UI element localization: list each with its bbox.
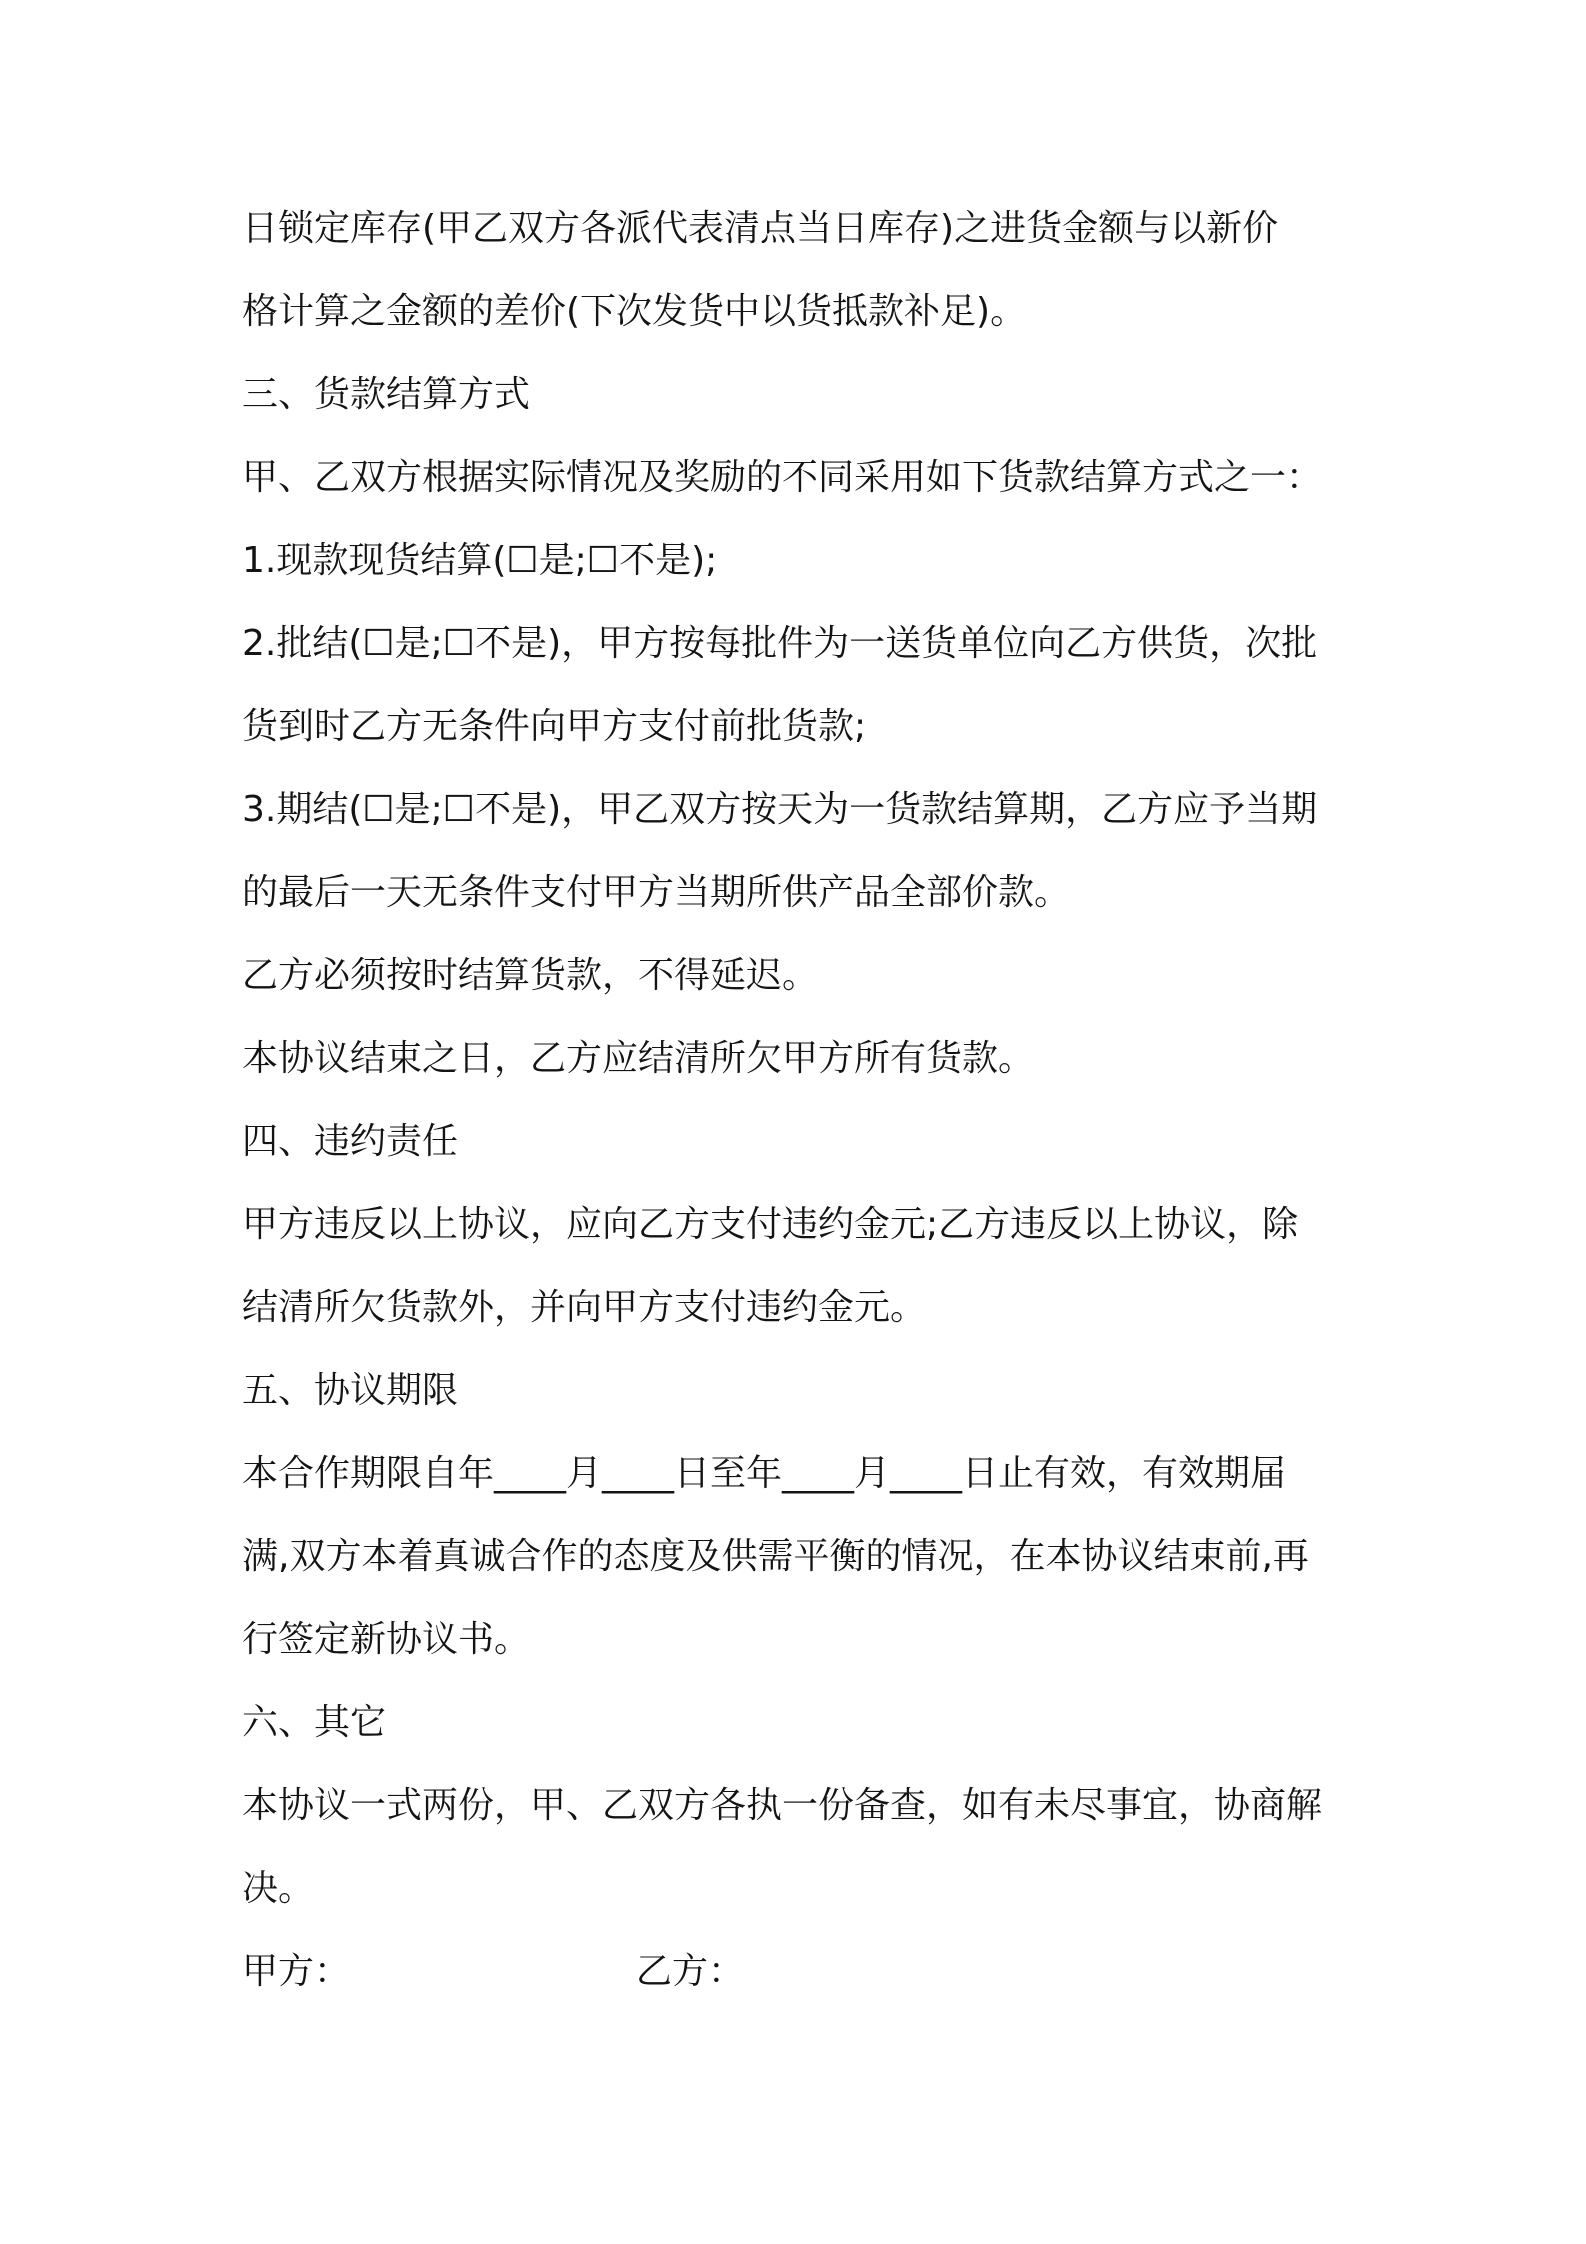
text-line: 格计算之金额的差价(下次发货中以货抵款补足)。 — [242, 291, 1027, 332]
text-line: 3.期结(☐是;☐不是)，甲乙双方按天为一货款结算期，乙方应予当期 — [242, 789, 1318, 830]
text-line: 甲方违反以上协议，应向乙方支付违约金元;乙方违反以上协议，除 — [242, 1204, 1299, 1245]
text-line: 结清所欠货款外，并向甲方支付违约金元。 — [242, 1287, 927, 1328]
text-line: 决。 — [242, 1868, 315, 1909]
text-line: 本合作期限自年____月____日至年____月____日止有效，有效期届 — [242, 1453, 1287, 1494]
text-line: 乙方必须按时结算货款，不得延迟。 — [242, 955, 819, 996]
section-heading: 六、其它 — [242, 1702, 387, 1743]
text-line: 1.现款现货结算(☐是;☐不是); — [242, 540, 718, 581]
text-line: 本协议一式两份，甲、乙双方各执一份备查，如有未尽事宜，协商解 — [242, 1785, 1323, 1826]
text-line: 行签定新协议书。 — [242, 1619, 531, 1660]
text-line: 2.批结(☐是;☐不是)，甲方按每批件为一送货单位向乙方供货，次批 — [242, 623, 1318, 664]
text-line: 本协议结束之日，乙方应结清所欠甲方所有货款。 — [242, 1038, 1035, 1079]
section-heading: 五、协议期限 — [242, 1370, 459, 1411]
party-b-signature-label: 乙方： — [636, 1951, 745, 1992]
text-line: 货到时乙方无条件向甲方支付前批货款; — [242, 706, 867, 747]
section-heading: 三、货款结算方式 — [242, 374, 531, 415]
section-heading: 四、违约责任 — [242, 1121, 459, 1162]
text-line: 的最后一天无条件支付甲方当期所供产品全部价款。 — [242, 872, 1071, 913]
text-line: 日锁定库存(甲乙双方各派代表清点当日库存)之进货金额与以新价 — [242, 208, 1279, 249]
text-line: 甲、乙双方根据实际情况及奖励的不同采用如下货款结算方式之一： — [242, 457, 1323, 498]
text-line: 满,双方本着真诚合作的态度及供需平衡的情况，在本协议结束前,再 — [242, 1536, 1309, 1577]
party-a-signature-label: 甲方： — [242, 1951, 351, 1992]
